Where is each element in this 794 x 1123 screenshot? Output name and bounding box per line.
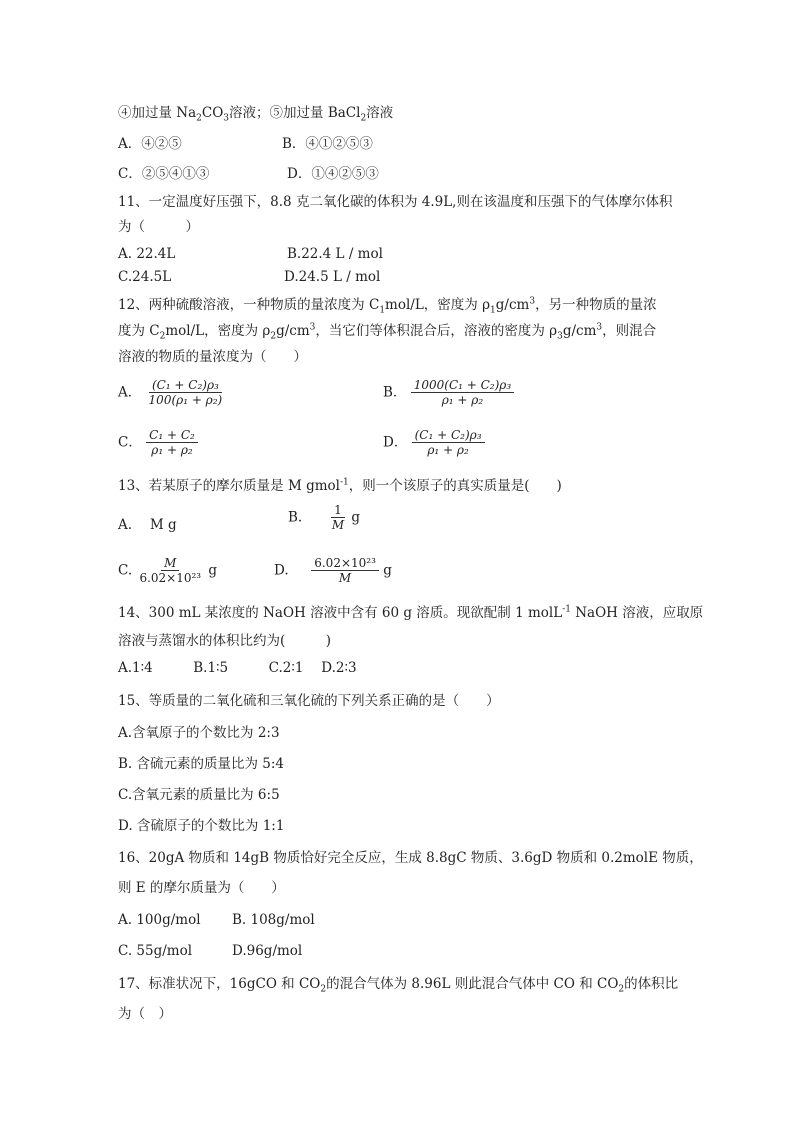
q13-option-c[interactable]	[118, 556, 217, 585]
q16-option-c[interactable]: C. 55g/mol	[118, 943, 193, 959]
option-label: D．	[383, 434, 408, 451]
q12-option-a[interactable]	[118, 378, 225, 407]
q10-text: ④加过量 Na	[118, 105, 197, 121]
subscript: 1	[379, 305, 386, 316]
q10-text: CO	[201, 105, 224, 121]
q12-text: mol/L，密度为 ρ	[165, 323, 271, 339]
q11-option-a[interactable]: A. 22.4L	[118, 246, 176, 262]
q17-text: 的体积比	[624, 976, 679, 992]
q10-text: 溶液	[366, 105, 394, 121]
q15-option-d[interactable]: D. 含硫原子的个数比为 1:1	[118, 818, 285, 834]
subscript: 2	[618, 984, 625, 995]
q16-stem-line2: 则 E 的摩尔质量为（ ）	[118, 880, 285, 896]
subscript: 1	[490, 305, 496, 316]
q13-text: ，则一个该原子的真实质量是( )	[348, 478, 562, 494]
q17-text: 17、标准状况下，16gCO 和 CO	[118, 976, 321, 992]
fraction	[329, 503, 347, 532]
q17-stem-line2: 为（ ）	[118, 1006, 172, 1022]
q10-option-c[interactable]: C．②⑤④①③	[118, 166, 210, 182]
q10-option-a[interactable]: A．④②⑤	[118, 136, 182, 152]
q13-text: 13、若某原子的摩尔质量是 M gmol	[118, 478, 340, 494]
option-label: B.	[288, 509, 303, 526]
numerator: M	[161, 556, 179, 571]
superscript: -1	[339, 477, 349, 488]
numerator: (C₁ + C₂)ρ₃	[412, 428, 485, 443]
denominator: ρ₁ + ρ₂	[151, 443, 193, 457]
fraction	[411, 378, 514, 407]
q12-stem-line1	[118, 296, 657, 314]
fraction	[146, 428, 198, 457]
q10-option-b[interactable]: B．④①②⑤③	[282, 136, 373, 152]
q14-options[interactable]: A.1∶4 B.1∶5 C.2∶1 D.2∶3	[118, 660, 357, 676]
option-label: B．	[383, 384, 407, 401]
q15-option-b[interactable]: B. 含硫元素的质量比为 5:4	[118, 756, 285, 772]
q12-option-d[interactable]	[383, 428, 485, 457]
denominator: ρ₁ + ρ₂	[427, 443, 469, 457]
unit: g	[383, 562, 392, 579]
option-label: A．	[118, 384, 142, 401]
q14-stem-line1	[118, 604, 703, 622]
q16-option-d[interactable]: D.96g/mol	[232, 943, 303, 959]
numerator: (C₁ + C₂)ρ₃	[149, 378, 222, 393]
q13-stem	[118, 477, 562, 495]
q12-text: ，当它们等体积混合后，溶液的密度为 ρ	[315, 323, 558, 339]
q14-stem-line2: 溶液与蒸馏水的体积比约为( )	[118, 633, 332, 649]
q12-option-b[interactable]	[383, 378, 514, 407]
q10-continuation	[118, 104, 393, 122]
option-label: D.	[274, 562, 289, 579]
denominator: 100(ρ₁ + ρ₂)	[148, 393, 223, 407]
q12-option-c[interactable]	[118, 428, 198, 457]
denominator: 6.02×10²³	[139, 571, 202, 585]
q16-stem-line1: 16、20gA 物质和 14gB 物质恰好完全反应，生成 8.8gC 物质、3.6gD 物质和 0.2molE 物质，	[118, 850, 703, 866]
option-label: C.	[118, 562, 133, 579]
q17-text: 的混合气体为 8.96L 则此混合气体中 CO 和 CO	[326, 976, 619, 992]
q17-stem-line1	[118, 975, 678, 993]
option-label: C．	[118, 434, 142, 451]
q12-text: g/cm	[562, 323, 597, 339]
numerator: 6.02×10²³	[311, 556, 379, 571]
fraction	[146, 378, 226, 407]
q14-text: NaOH 溶液，应取原	[570, 605, 704, 621]
q12-text: 度为 C	[118, 323, 160, 339]
numerator: C₁ + C₂	[146, 428, 198, 443]
q12-text: 12、两种硫酸溶液，一种物质的量浓度为 C	[118, 297, 380, 313]
q15-option-a[interactable]: A.含氧原子的个数比为 2:3	[118, 725, 280, 741]
fraction	[412, 428, 485, 457]
q11-stem-line1: 11、一定温度好压强下，8.8 克二氧化碳的体积为 4.9L,则在该温度和压强下的气体摩尔体积	[118, 194, 673, 210]
q13-option-d[interactable]	[274, 556, 392, 585]
q12-text: g/cm	[276, 323, 310, 339]
subscript: 2	[320, 984, 327, 995]
q13-option-b[interactable]	[288, 503, 360, 532]
q16-option-a[interactable]: A. 100g/mol	[118, 912, 201, 928]
subscript: 2	[360, 113, 367, 124]
superscript: 3	[529, 296, 536, 307]
q14-text: 14、300 mL 某浓度的 NaOH 溶液中含有 60 g 溶质。现欲配制 1 molL	[118, 605, 563, 621]
subscript: 2	[196, 113, 202, 124]
superscript: -1	[562, 604, 571, 615]
fraction	[136, 556, 204, 585]
subscript: 3	[223, 113, 230, 124]
q12-text: g/cm	[495, 297, 530, 313]
q12-text: ，则混合	[602, 323, 657, 339]
fraction	[311, 556, 379, 585]
q12-text: mol/L，密度为 ρ	[385, 297, 491, 313]
numerator: 1	[331, 503, 345, 518]
q12-stem-line2	[118, 322, 656, 340]
subscript: 2	[270, 331, 277, 342]
q11-option-b[interactable]: B.22.4 L / mol	[287, 246, 383, 262]
numerator: 1000(C₁ + C₂)ρ₃	[411, 378, 514, 393]
q10-option-d[interactable]: D．①④②⑤③	[287, 166, 379, 182]
superscript: 3	[309, 322, 316, 333]
q11-option-c[interactable]: C.24.5L	[118, 269, 172, 285]
superscript: 3	[596, 322, 603, 333]
q11-option-d[interactable]: D.24.5 L / mol	[284, 269, 381, 285]
subscript: 3	[557, 331, 563, 342]
denominator: M	[331, 518, 345, 532]
q16-option-b[interactable]: B. 108g/mol	[232, 912, 315, 928]
q10-text: 溶液；⑤加过量 BaCl	[229, 105, 361, 121]
q13-option-a[interactable]: A. M g	[118, 517, 177, 533]
unit: g	[208, 562, 218, 579]
q12-text: ，另一种物质的量浓	[535, 297, 657, 313]
q15-option-c[interactable]: C.含氧元素的质量比为 6:5	[118, 787, 280, 803]
q12-stem-line3: 溶液的物质的量浓度为（ ）	[118, 349, 307, 365]
q11-stem-line2: 为（ ）	[118, 219, 199, 235]
denominator: ρ₁ + ρ₂	[441, 393, 484, 407]
denominator: M	[338, 571, 352, 585]
unit: g	[351, 509, 361, 526]
subscript: 2	[159, 331, 166, 342]
q15-stem: 15、等质量的二氧化硫和三氧化硫的下列关系正确的是（ ）	[118, 693, 500, 709]
